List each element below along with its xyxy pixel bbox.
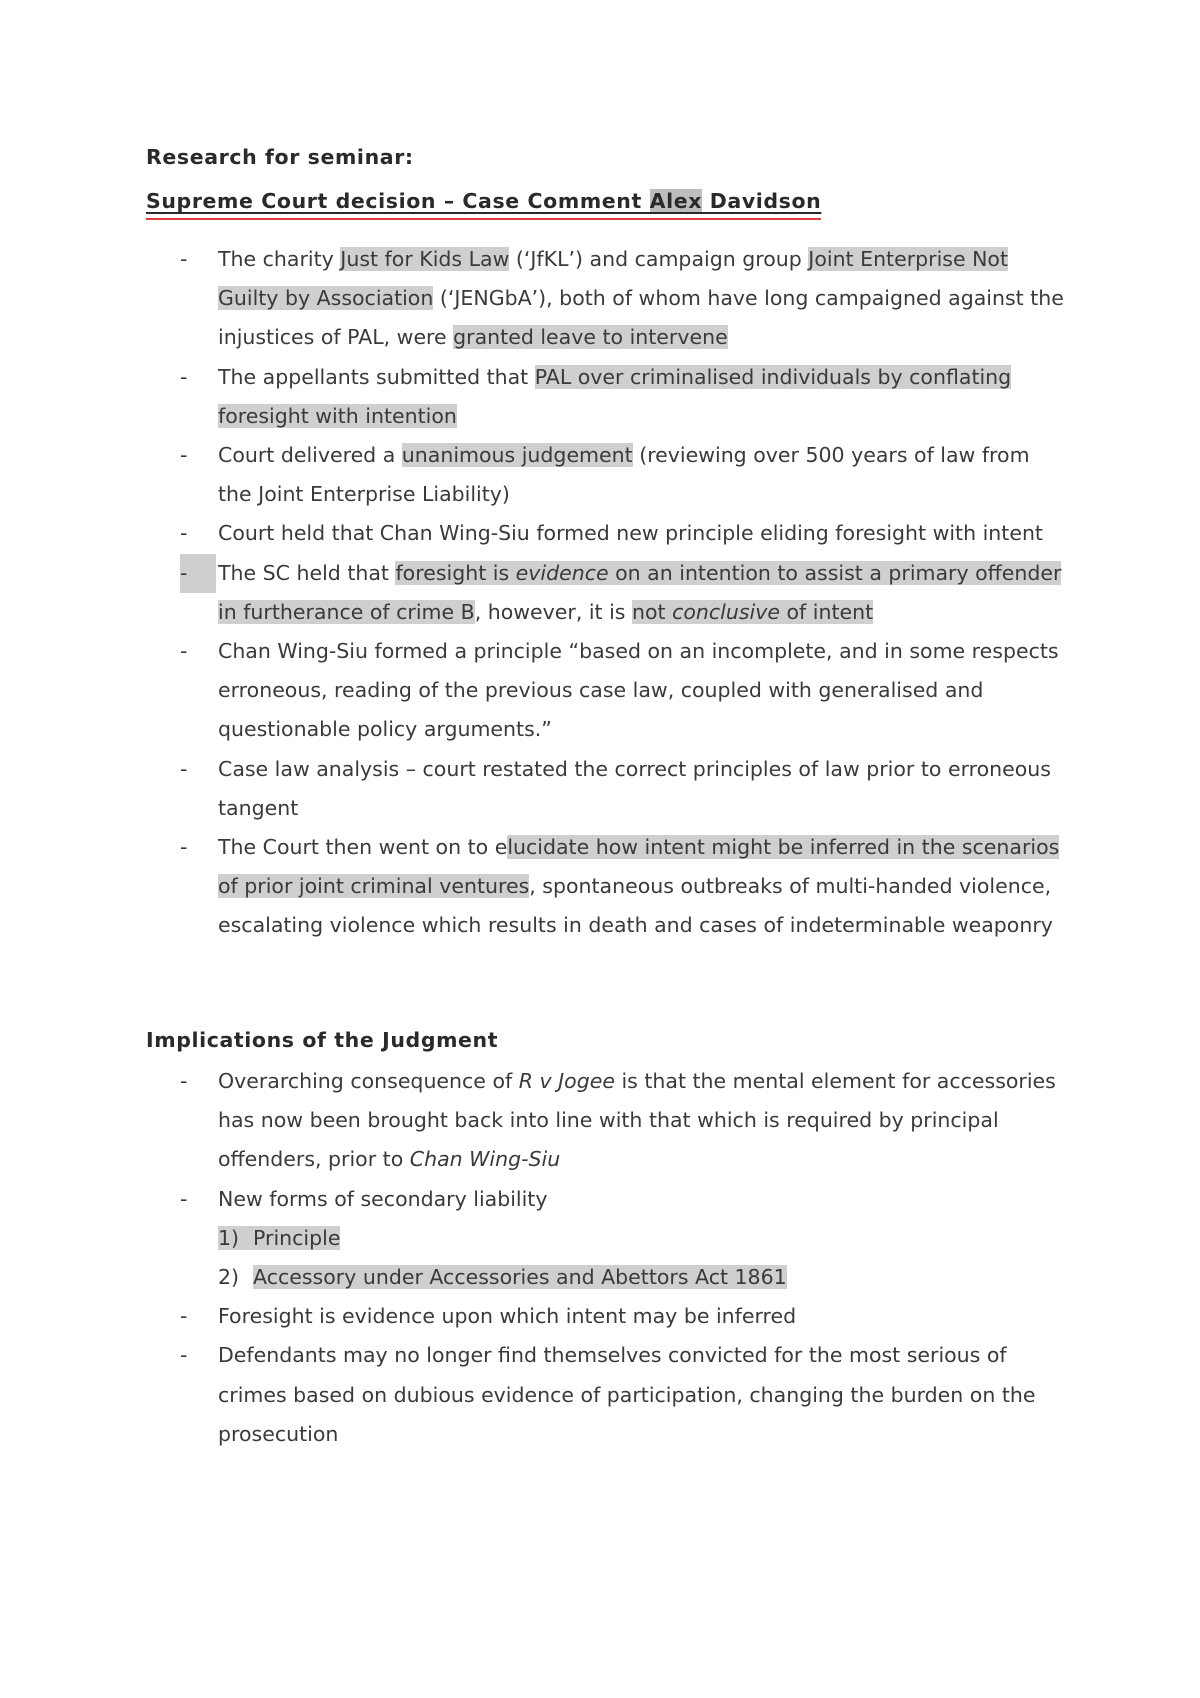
list-item: - The appellants submitted that PAL over criminalised individuals by conflating foresight with intention	[0, 358, 1068, 436]
spellcheck-underline	[146, 218, 821, 220]
highlight: unanimous judgement	[401, 443, 633, 468]
bullet-dash: -	[180, 1304, 188, 1329]
bullet-dash: -	[180, 1186, 188, 1211]
title-text-end: Davidson	[702, 189, 822, 213]
highlight: foresight is evidence on an intention to assist a primary offender in furtherance of crime B	[218, 560, 1062, 624]
list-item: - The Court then went on to elucidate how intent might be inferred in the scenarios of prior joint criminal ventures, spontaneous outbreaks of multi-handed violence, escalating violence which results in death and cases of indeterminable weaponry	[0, 828, 1068, 946]
bullet-dash: -	[180, 247, 188, 271]
implications-bullet-list	[0, 1062, 1068, 1454]
bullet-dash: -	[180, 443, 188, 468]
list-item: - Court held that Chan Wing-Siu formed new principle eliding foresight with intent	[0, 514, 1068, 553]
bullet-dash: -	[180, 1343, 188, 1368]
list-item: - Chan Wing-Siu formed a principle “based on an incomplete, and in some respects erroneous, reading of the previous case law, coupled with generalised and questionable policy arguments.”	[0, 632, 1068, 750]
highlight: 1) Principle	[218, 1225, 341, 1250]
highlight: Joint Enterprise Not Guilty by Association	[218, 247, 1008, 311]
highlight: granted leave to intervene	[453, 325, 728, 350]
list-item: - Case law analysis – court restated the correct principles of law prior to erroneous tangent	[0, 750, 1068, 828]
bullet-dash: -	[180, 835, 188, 860]
list-item: - Court delivered a unanimous judgement (reviewing over 500 years of law from the Joint Enterprise Liability)	[0, 436, 1068, 514]
bullet-dash: -	[180, 554, 216, 593]
list-item: - The charity Just for Kids Law (‘JfKL’) and campaign group Joint Enterprise Not Guilty by Association (‘JENGbA’), both of whom have long campaigned against the injustices of PAL, were granted leave to intervene	[0, 240, 1068, 358]
title-text-start: Supreme Court decision – Case Comment	[146, 189, 650, 213]
highlight: Accessory under Accessories and Abettors Act 1861	[253, 1265, 787, 1290]
list-item: - Overarching consequence of R v Jogee is that the mental element for accessories has now been brought back into line with that which is required by principal offenders, prior to Chan Wing-Siu	[0, 1062, 1068, 1180]
highlight: not conclusive of intent	[632, 599, 874, 624]
title-highlight-name: Alex	[649, 189, 703, 213]
bullet-dash: -	[180, 364, 188, 389]
highlight: lucidate how intent might be inferred in the scenarios of prior joint criminal ventures	[218, 835, 1060, 899]
research-bullet-list	[0, 240, 1068, 946]
bullet-dash: -	[180, 639, 188, 664]
list-item: - Defendants may no longer find themselves convicted for the most serious of crimes based on dubious evidence of participation, changing the burden on the prosecution	[0, 1336, 1068, 1454]
numbered-item: 2) Accessory under Accessories and Abettors Act 1861	[218, 1265, 787, 1290]
bullet-dash: -	[180, 1069, 188, 1093]
bullet-dash: -	[180, 756, 188, 781]
numbered-item	[0, 1219, 1068, 1258]
list-item: - Foresight is evidence upon which intent may be inferred	[0, 1297, 1068, 1336]
list-item: - The SC held that foresight is evidence on an intention to assist a primary offender in furtherance of crime B, however, it is not conclusive of intent	[0, 554, 1068, 632]
heading-case-comment	[146, 189, 821, 213]
highlight: PAL over criminalised individuals by conflating foresight with intention	[218, 364, 1012, 428]
heading-implications: Implications of the Judgment	[146, 1028, 499, 1052]
highlight: Just for Kids Law	[340, 247, 510, 271]
heading-research: Research for seminar:	[146, 145, 414, 169]
bullet-dash: -	[180, 521, 188, 546]
list-item: - New forms of secondary liability	[0, 1180, 1068, 1219]
